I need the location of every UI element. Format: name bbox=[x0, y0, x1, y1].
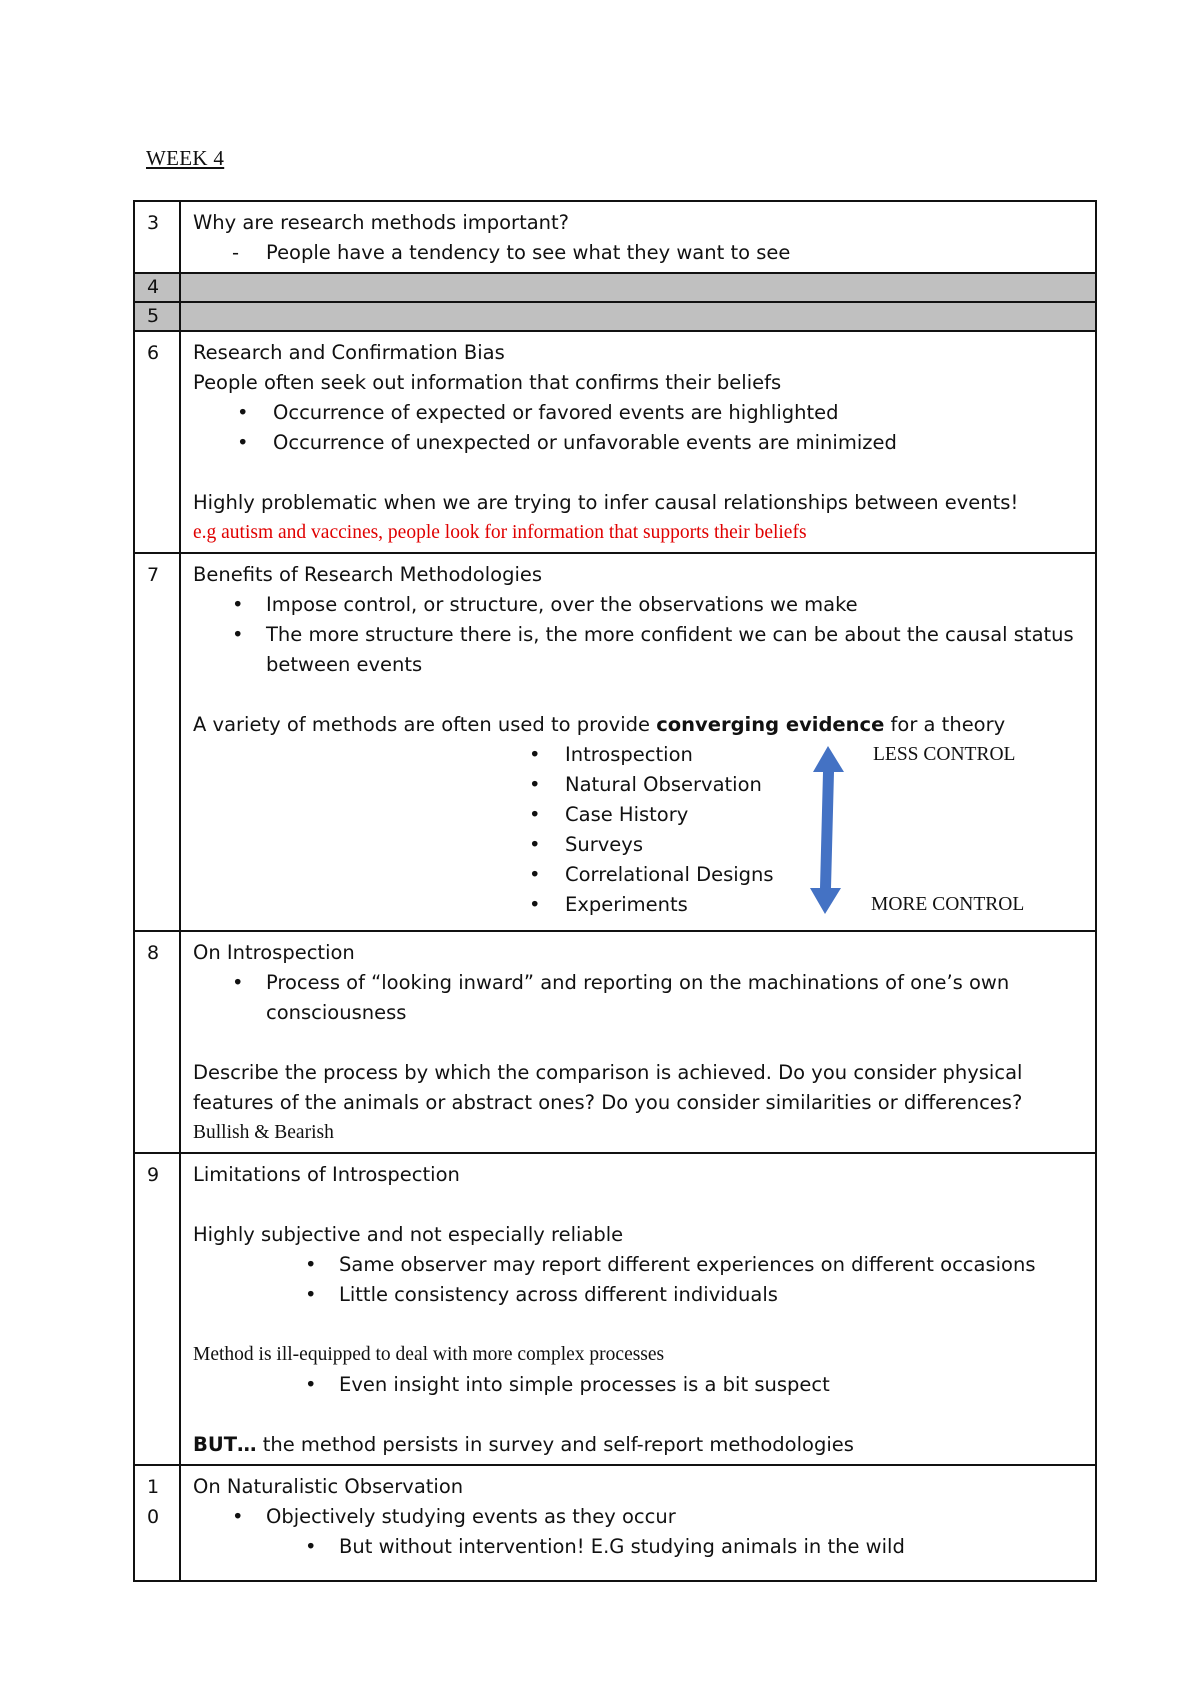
less-control-label: LESS CONTROL bbox=[873, 744, 1016, 765]
bullet-item: • Impose control, or structure, over the observations we make bbox=[266, 590, 1083, 620]
row-number-digit: 0 bbox=[147, 1506, 160, 1528]
row-content-empty bbox=[180, 302, 1096, 331]
row-title: On Naturalistic Observation bbox=[193, 1475, 464, 1498]
method-item: • Surveys bbox=[565, 830, 643, 860]
notes-table bbox=[133, 200, 1097, 1582]
bullet-item: • Even insight into simple processes is a bit suspect bbox=[339, 1370, 1083, 1400]
row-title: Research and Confirmation Bias bbox=[193, 341, 505, 364]
method-item: • Experiments bbox=[565, 890, 688, 920]
method-item: • Case History bbox=[565, 800, 688, 830]
more-control-label: MORE CONTROL bbox=[871, 894, 1025, 915]
table-row bbox=[134, 553, 1096, 931]
converging-line bbox=[193, 710, 1083, 740]
row-text: features of the animals or abstract ones? Do you consider similarities or differences? bbox=[193, 1091, 1023, 1114]
row-text: People often seek out information that confirms their beliefs bbox=[193, 371, 782, 394]
bullet-item: • Occurrence of unexpected or unfavorable events are minimized bbox=[273, 428, 1083, 458]
but-line bbox=[193, 1430, 1083, 1460]
table-row bbox=[134, 1153, 1096, 1465]
row-number: 3 bbox=[134, 201, 180, 273]
method-item: • Correlational Designs bbox=[565, 860, 774, 890]
row-number: 4 bbox=[134, 273, 180, 302]
row-content-empty bbox=[180, 273, 1096, 302]
row-title: Limitations of Introspection bbox=[193, 1163, 460, 1186]
row-number: 9 bbox=[134, 1153, 180, 1465]
bullet-item: • Same observer may report different experiences on different occasions bbox=[339, 1250, 1083, 1280]
method-item: • Natural Observation bbox=[565, 770, 762, 800]
table-row bbox=[134, 201, 1096, 273]
table-row bbox=[134, 931, 1096, 1153]
row-content bbox=[180, 1153, 1096, 1465]
method-item: • Introspection bbox=[565, 740, 693, 770]
row-number: 6 bbox=[134, 331, 180, 553]
row-text: Method is ill-equipped to deal with more complex processes bbox=[193, 1344, 665, 1365]
bullet-item: • Occurrence of expected or favored events are highlighted bbox=[273, 398, 1083, 428]
bullet-continuation: consciousness bbox=[266, 1001, 407, 1024]
converging-post: for a theory bbox=[884, 713, 1006, 736]
row-title: On Introspection bbox=[193, 941, 355, 964]
row-title: Why are research methods important? bbox=[193, 211, 570, 234]
double-arrow-icon bbox=[808, 746, 848, 914]
converging-bold: converging evidence bbox=[656, 713, 885, 736]
table-row bbox=[134, 1465, 1096, 1581]
methods-list bbox=[193, 740, 1083, 920]
table-row bbox=[134, 273, 1096, 302]
dash-item: - People have a tendency to see what they want to see bbox=[266, 238, 1083, 268]
answer-text: Bullish & Bearish bbox=[193, 1122, 334, 1143]
table-row bbox=[134, 302, 1096, 331]
row-number bbox=[134, 1465, 180, 1581]
row-text: Highly subjective and not especially reliable bbox=[193, 1223, 624, 1246]
but-rest: the method persists in survey and self-report methodologies bbox=[256, 1433, 854, 1456]
row-text: Highly problematic when we are trying to infer causal relationships between events! bbox=[193, 491, 1019, 514]
bullet-item: • Process of “looking inward” and reporting on the machinations of one’s own bbox=[266, 968, 1083, 998]
row-content bbox=[180, 553, 1096, 931]
row-number-digit: 1 bbox=[147, 1476, 160, 1498]
row-number: 7 bbox=[134, 553, 180, 931]
red-note: e.g autism and vaccines, people look for information that supports their beliefs bbox=[193, 522, 807, 543]
converging-pre: A variety of methods are often used to provide bbox=[193, 713, 657, 736]
row-content bbox=[180, 331, 1096, 553]
bullet-item: • But without intervention! E.G studying animals in the wild bbox=[339, 1532, 1083, 1562]
row-content bbox=[180, 1465, 1096, 1581]
row-number: 8 bbox=[134, 931, 180, 1153]
row-content bbox=[180, 201, 1096, 273]
table-row bbox=[134, 331, 1096, 553]
bullet-item: • Little consistency across different individuals bbox=[339, 1280, 1083, 1310]
bullet-item: • Objectively studying events as they occur bbox=[266, 1502, 1083, 1532]
bullet-item: • The more structure there is, the more confident we can be about the causal status bbox=[266, 620, 1083, 650]
bullet-continuation: between events bbox=[266, 653, 423, 676]
but-bold: BUT… bbox=[193, 1433, 257, 1456]
row-text: Describe the process by which the comparison is achieved. Do you consider physical bbox=[193, 1061, 1023, 1084]
row-title: Benefits of Research Methodologies bbox=[193, 563, 543, 586]
page-title: WEEK 4 bbox=[146, 146, 225, 170]
row-number: 5 bbox=[134, 302, 180, 331]
row-content bbox=[180, 931, 1096, 1153]
